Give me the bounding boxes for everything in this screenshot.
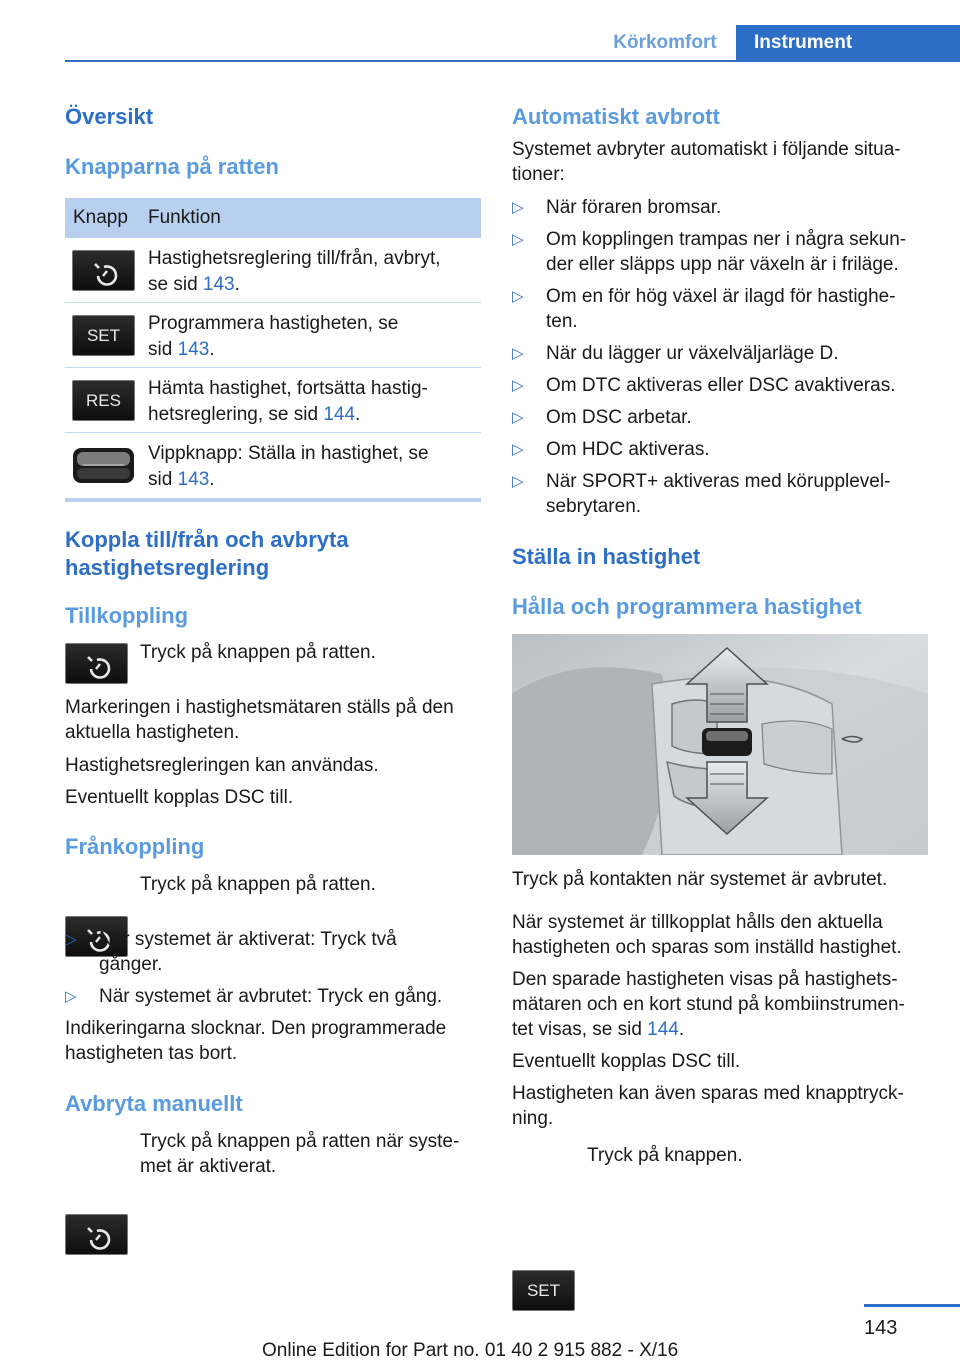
table-row <box>65 238 481 303</box>
heading-halla-programmera: Hålla och programmera hastighet <box>512 594 862 619</box>
row-text: Vippknapp: Ställa in hastighet, se <box>148 443 429 464</box>
row-text: Hastighetsreglering till/från, avbryt, <box>148 248 441 269</box>
heading-line: hastighetsreglering <box>65 555 270 580</box>
triangle-bullet-icon: ▷ <box>512 473 524 490</box>
bullet-text: sebrytaren. <box>546 496 642 517</box>
header-tab-instrument: Instrument <box>736 25 960 62</box>
header-rule <box>65 60 960 62</box>
paragraph-dsc: Eventuellt kopplas DSC till. <box>512 1051 741 1072</box>
table-row <box>65 368 481 433</box>
bullet-text: När du lägger ur växelväljarläge D. <box>546 343 839 364</box>
list-item <box>512 405 932 430</box>
heading-avbryta-manuellt: Avbryta manuellt <box>65 1091 243 1116</box>
bullet-text: der eller släpps upp när växeln är i friläge. <box>546 254 899 275</box>
para-line: hastigheten tas bort. <box>65 1043 238 1064</box>
para-line: Markeringen i hastighetsmätaren ställs på den <box>65 697 454 718</box>
heading-frankoppling: Frånkoppling <box>65 834 205 859</box>
footer-rule <box>864 1304 960 1307</box>
col-funktion: Funktion <box>148 207 221 228</box>
bullet-text: gånger. <box>99 954 163 975</box>
table-row <box>65 303 481 368</box>
bullet-text: Om en för hög växel är ilagd för hastighe‐ <box>546 286 896 307</box>
para-line: tioner: <box>512 164 565 185</box>
steering-wheel-rocker-photo <box>512 634 928 855</box>
row-tail: . <box>234 274 240 295</box>
list-item <box>512 227 932 277</box>
page-number: 143 <box>864 1317 898 1339</box>
bullet-text: Om kopplingen trampas ner i några sekun‐ <box>546 229 907 250</box>
heading-automatiskt-avbrott: Automatiskt avbrott <box>512 104 720 129</box>
triangle-bullet-icon: ▷ <box>512 199 524 216</box>
set-button-icon: SET <box>72 315 135 356</box>
para-line: Hastigheten kan även sparas med knapptryck‐ <box>512 1083 904 1104</box>
text-tryck-knappen: Tryck på knappen. <box>587 1145 743 1166</box>
rocker-switch-icon <box>72 445 135 486</box>
triangle-bullet-icon: ▷ <box>512 288 524 305</box>
table-header <box>65 198 481 238</box>
paragraph-markeringen <box>65 695 454 745</box>
para-line: Den sparade hastigheten visas på hastighets‐ <box>512 969 898 990</box>
bullet-text: Om HDC aktiveras. <box>546 439 710 460</box>
heading-stalla-in-hastighet: Ställa in hastighet <box>512 544 701 569</box>
page-ref-link[interactable]: 144 <box>323 404 356 425</box>
list-item <box>512 195 932 220</box>
row-text: hetsreglering, se sid <box>148 404 324 425</box>
paragraph-indikeringarna <box>65 1016 446 1066</box>
row-tail: . <box>209 469 215 490</box>
cruise-toggle-button-icon <box>72 250 135 291</box>
heading-oversikt: Översikt <box>65 104 154 129</box>
paragraph-systemet <box>512 137 901 187</box>
bullet-list-automatiskt <box>512 195 932 519</box>
paragraph-dsc: Eventuellt kopplas DSC till. <box>65 787 294 808</box>
table-bottom-rule <box>65 498 481 502</box>
triangle-bullet-icon: ▷ <box>512 441 524 458</box>
heading-koppla <box>65 526 349 582</box>
buttons-table <box>65 198 481 502</box>
res-button-icon: RES <box>72 380 135 421</box>
bullet-text: ten. <box>546 311 578 332</box>
paragraph-knapptryck <box>512 1081 904 1131</box>
list-item <box>65 984 481 1009</box>
triangle-bullet-icon: ▷ <box>65 988 77 1005</box>
heading-line: Koppla till/från och avbryta <box>65 527 349 552</box>
set-button-icon: SET <box>512 1270 575 1311</box>
text-tryck-ratten: Tryck på knappen på ratten. <box>140 642 376 663</box>
bullet-text: När SPORT+ aktiveras med körupplevel‐ <box>546 471 891 492</box>
page-ref-link[interactable]: 144 <box>647 1019 679 1040</box>
paragraph-tillkopplat <box>512 910 902 960</box>
heading-knapparna: Knapparna på ratten <box>65 154 279 179</box>
row-text: sid <box>148 469 178 490</box>
para-line: met är aktiverat. <box>140 1156 277 1177</box>
para-line: Indikeringarna slocknar. Den programmerade <box>65 1018 447 1039</box>
bullet-text: Om DTC aktiveras eller DSC avaktiveras. <box>546 375 896 396</box>
list-item <box>512 437 932 462</box>
triangle-bullet-icon: ▷ <box>512 377 524 394</box>
list-item <box>512 373 932 398</box>
row-text: se sid <box>148 274 203 295</box>
triangle-bullet-icon: ▷ <box>512 345 524 362</box>
para-line: Systemet avbryter automatiskt i följande situa‐ <box>512 139 901 160</box>
bullet-text: När föraren bromsar. <box>546 197 722 218</box>
list-item <box>512 284 932 334</box>
triangle-bullet-icon: ▷ <box>65 931 77 948</box>
para-tail: . <box>678 1019 685 1040</box>
page-ref-link[interactable]: 143 <box>202 274 235 295</box>
page-ref-link[interactable]: 143 <box>177 339 210 360</box>
row-text: sid <box>148 339 178 360</box>
col-knapp: Knapp <box>73 207 128 228</box>
list-item <box>512 469 932 519</box>
triangle-bullet-icon: ▷ <box>512 409 524 426</box>
edition-text: Online Edition for Part no. 01 40 2 915 882 - X/16 <box>262 1340 679 1361</box>
para-line: hastigheten och sparas som inställd hastighet. <box>512 937 902 958</box>
list-item <box>512 341 932 366</box>
row-tail: . <box>355 404 361 425</box>
page-ref-link[interactable]: 143 <box>177 469 210 490</box>
triangle-bullet-icon: ▷ <box>512 231 524 248</box>
text-tryck-ratten: Tryck på knappen på ratten. <box>140 874 376 895</box>
bullet-list-frankoppling <box>65 927 481 1009</box>
text-tryck-aktiverat <box>140 1129 459 1179</box>
para-line: När systemet är tillkopplat hålls den aktuella <box>512 912 883 933</box>
paragraph-sparade <box>512 967 905 1042</box>
bullet-text: När systemet är aktiverat: Tryck två <box>99 929 397 950</box>
bullet-text: Om DSC arbetar. <box>546 407 692 428</box>
para-line: Tryck på knappen på ratten när syste‐ <box>140 1131 460 1152</box>
para-line: aktuella hastigheten. <box>65 722 240 743</box>
list-item <box>65 927 481 977</box>
para-line: mätaren och en kort stund på kombiinstrumen‐ <box>512 994 905 1015</box>
row-text: Programmera hastigheten, se <box>148 313 399 334</box>
row-text: Hämta hastighet, fortsätta hastig‐ <box>148 378 428 399</box>
header-tab-korkomfort: Körkomfort <box>613 32 717 53</box>
paragraph-kontakten: Tryck på kontakten när systemet är avbrutet. <box>512 869 888 890</box>
para-line: ning. <box>512 1108 554 1129</box>
cruise-toggle-button-icon <box>65 1214 128 1255</box>
row-tail: . <box>209 339 215 360</box>
table-row <box>65 433 481 498</box>
bullet-text: När systemet är avbrutet: Tryck en gång. <box>99 986 443 1007</box>
paragraph-kan-anvandas: Hastighetsregleringen kan användas. <box>65 755 379 776</box>
heading-tillkoppling: Tillkoppling <box>65 603 189 628</box>
para-line: tet visas, se sid <box>512 1019 648 1040</box>
cruise-toggle-button-icon <box>65 643 128 684</box>
